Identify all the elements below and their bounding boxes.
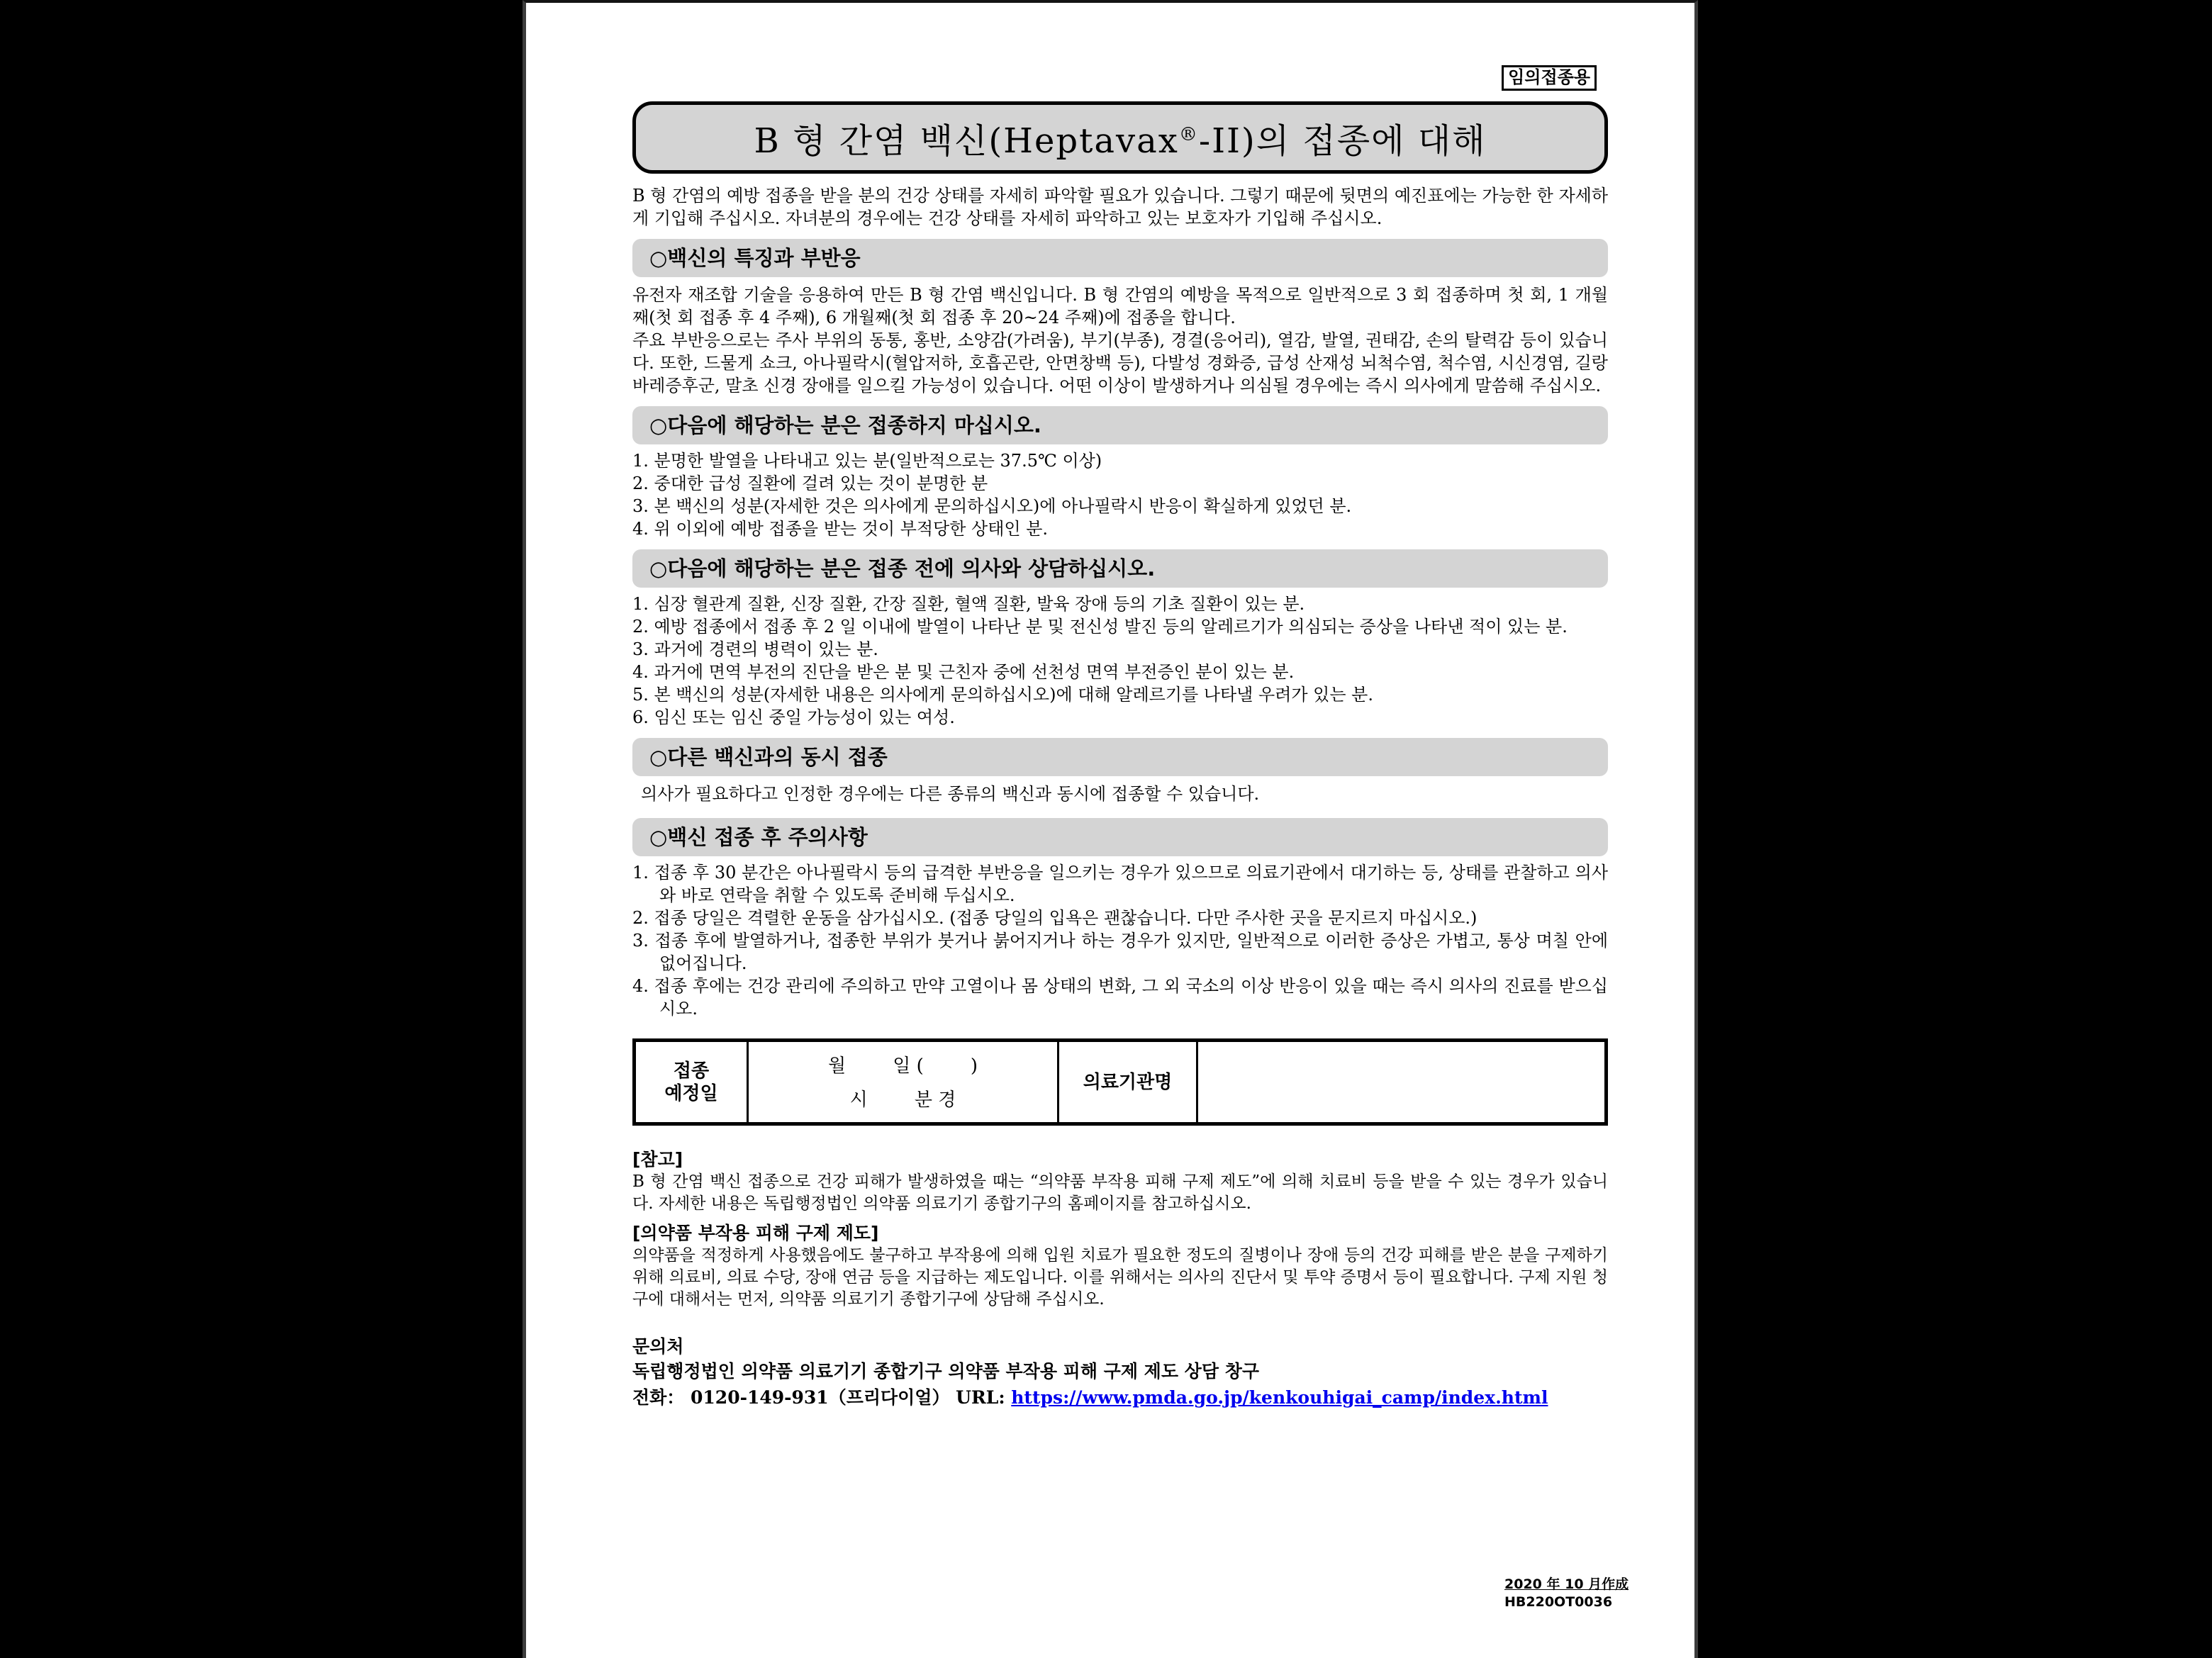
relief-system-heading: [의약품 부작용 피해 구제 제도] [632,1223,879,1243]
scheduled-date-label-line1: 접종 [673,1060,710,1082]
list-item: 2. 접종 당일은 격렬한 운동을 삼가십시오. (접종 당일의 입욕은 괜찮습니다. 다만 주사한 곳을 문지르지 마십시오.) [632,908,1478,928]
list-item: 6. 임신 또는 임신 중일 가능성이 있는 여성. [632,707,955,727]
list-item: 3. 접종 후에 발열하거나, 접종한 부위가 붓거나 붉어지거나 하는 경우가 있지만, 일반적으로 이러한 증상은 가볍고, 통상 며칠 안에 없어집니다. [632,931,1608,973]
list-item: 3. 과거에 경련의 병력이 있는 분. [632,639,878,659]
table-row [635,1041,1607,1124]
phone-label: 전화： 0120-149-931（프리다이얼） URL: [632,1387,1012,1408]
features-paragraph-2: 주요 부반응으로는 주사 부위의 동통, 홍반, 소양감(가려움), 부기(부종), 경결(응어리), 열감, 발열, 권태감, 손의 탈력감 등이 있습니다. 또한, 드물게 쇼크, 아나필락시(혈압저하, 호흡곤란, 안면창백 등), 다발성 경화증, 급성 산재성 뇌척수염, 척수염, 시신경염, 길랑바레증후군, 말초 신경 장애를 일으킬 가능성이 있습니다. 어떤 이상이 발생하거나 의심될 경우에는 즉시 의사에게 말씀해 주십시오. [632,330,1608,396]
medical-institution-input-cell[interactable] [1197,1041,1607,1124]
document-page [523,0,1698,1658]
notes-block [632,1148,1608,1311]
contact-block [632,1335,1608,1411]
date-blank-line: 월 일 ( ) [827,1055,978,1077]
list-item: 3. 본 백신의 성분(자세한 것은 의사에게 문의하십시오)에 아나필락시 반응이 확실하게 있었던 분. [632,496,1352,516]
consult-doctor-list [632,593,1608,729]
list-item: 5. 본 백신의 성분(자세한 내용은 의사에게 문의하십시오)에 대해 알레르기를 나타낼 우려가 있는 분. [632,685,1373,705]
document-title-box [632,101,1608,174]
list-item: 4. 과거에 면역 부전의 진단을 받은 분 및 근친자 중에 선천성 면역 부전증인 분이 있는 분. [632,662,1295,682]
list-item: 1. 심장 혈관계 질환, 신장 질환, 간장 질환, 혈액 질환, 발육 장애 등의 기초 질환이 있는 분. [632,594,1305,614]
section-header-features: ○백신의 특징과 부반응 [632,239,1608,277]
scheduled-date-label-line2: 예정일 [664,1082,718,1104]
do-not-vaccinate-list [632,449,1608,540]
section-header-post-vaccination-precautions: ○백신 접종 후 주의사항 [632,818,1608,856]
list-item: 1. 접종 후 30 분간은 아나필락시 등의 급격한 부반응을 일으키는 경우가 있으므로 의료기관에서 대기하는 등, 상태를 관찰하고 의사와 바로 연락을 취할 수 있도록 준비해 두십시오. [632,863,1608,905]
pmda-url-link[interactable]: https://www.pmda.go.jp/kenkouhigai_camp/index.html [1011,1387,1548,1408]
list-item: 1. 분명한 발열을 나타내고 있는 분(일반적으로는 37.5℃ 이상) [632,451,1102,471]
contact-phone-line [632,1384,1608,1411]
vaccination-schedule-table [632,1038,1608,1126]
features-paragraph-1: 유전자 재조합 기술을 응용하여 만든 B 형 간염 백신입니다. B 형 간염의 예방을 목적으로 일반적으로 3 회 접종하며 첫 회, 1 개월째(첫 회 접종 후 4 주째), 6 개월째(첫 회 접종 후 20~24 주째)에 접종을 합니다. [632,285,1608,327]
medical-institution-header-cell: 의료기관명 [1058,1041,1197,1124]
contact-organization: 독립행정법인 의약품 의료기기 종합기구 의약품 부작용 피해 구제 제도 상담 창구 [632,1361,1259,1382]
voluntary-vaccination-badge: 임의접종용 [1502,65,1597,91]
relief-system-body: 의약품을 적정하게 사용했음에도 불구하고 부작용에 의해 입원 치료가 필요한 정도의 질병이나 장애 등의 건강 피해를 받은 분을 구제하기 위해 의료비, 의료 수당, 장애 연금 등을 지급하는 제도입니다. 이를 위해서는 의사의 진단서 및 투약 증명서 등이 필요합니다. 구제 지원 청구에 대해서는 먼저, 의약품 의료기기 종합기구에 상담해 주십시오. [632,1246,1608,1309]
list-item: 4. 접종 후에는 건강 관리에 주의하고 만약 고열이나 몸 상태의 변화, 그 외 국소의 이상 반응이 있을 때는 즉시 의사의 진료를 받으십시오. [632,976,1608,1019]
document-content [526,65,1694,1411]
simultaneous-vaccination-paragraph: 의사가 필요하다고 인정한 경우에는 다른 종류의 백신과 동시에 접종할 수 있습니다. [641,784,1260,804]
post-vaccination-precautions-list [632,861,1608,1020]
contact-title: 문의처 [632,1336,684,1357]
reference-heading: [참고] [632,1149,683,1170]
intro-paragraph: B 형 간염의 예방 접종을 받을 분의 건강 상태를 자세히 파악할 필요가 있습니다. 그렇기 때문에 뒷면의 예진표에는 가능한 한 자세하게 기입해 주십시오. 자녀분의 경우에는 건강 상태를 자세히 파악하고 있는 보호자가 기입해 주십시오. [632,186,1608,228]
section-header-simultaneous-vaccination: ○다른 백신과의 동시 접종 [632,738,1608,776]
date-time-blanks [749,1043,1056,1121]
document-footer [1504,1576,1629,1611]
list-item: 4. 위 이외에 예방 접종을 받는 것이 부적당한 상태인 분. [632,519,1049,539]
scheduled-date-header-cell [635,1041,748,1124]
page-title: B 형 간염 백신(Heptavax®-II)의 접종에 대해 [754,121,1487,161]
badge-row [632,65,1608,91]
document-code: HB220OT0036 [1504,1594,1613,1610]
time-blank-line: 시 분 경 [849,1090,956,1111]
registered-trademark-symbol: ® [1178,123,1199,145]
list-item: 2. 중대한 급성 질환에 걸려 있는 것이 분명한 분 [632,474,988,493]
section-header-do-not-vaccinate: ○다음에 해당하는 분은 접종하지 마십시오. [632,406,1608,444]
list-item: 2. 예방 접종에서 접종 후 2 일 이내에 발열이 나타난 분 및 전신성 발진 등의 알레르기가 의심되는 증상을 나타낸 적이 있는 분. [632,617,1568,637]
section-header-consult-doctor: ○다음에 해당하는 분은 접종 전에 의사와 상담하십시오. [632,549,1608,588]
creation-date: 2020 年 10 月作成 [1504,1576,1629,1592]
reference-body: B 형 간염 백신 접종으로 건강 피해가 발생하였을 때는 “의약품 부작용 피해 구제 제도”에 의해 치료비 등을 받을 수 있는 경우가 있습니다. 자세한 내용은 독립행정법인 의약품 의료기기 종합기구의 홈페이지를 참고하십시오. [632,1172,1608,1213]
date-time-input-cell[interactable] [748,1041,1058,1124]
